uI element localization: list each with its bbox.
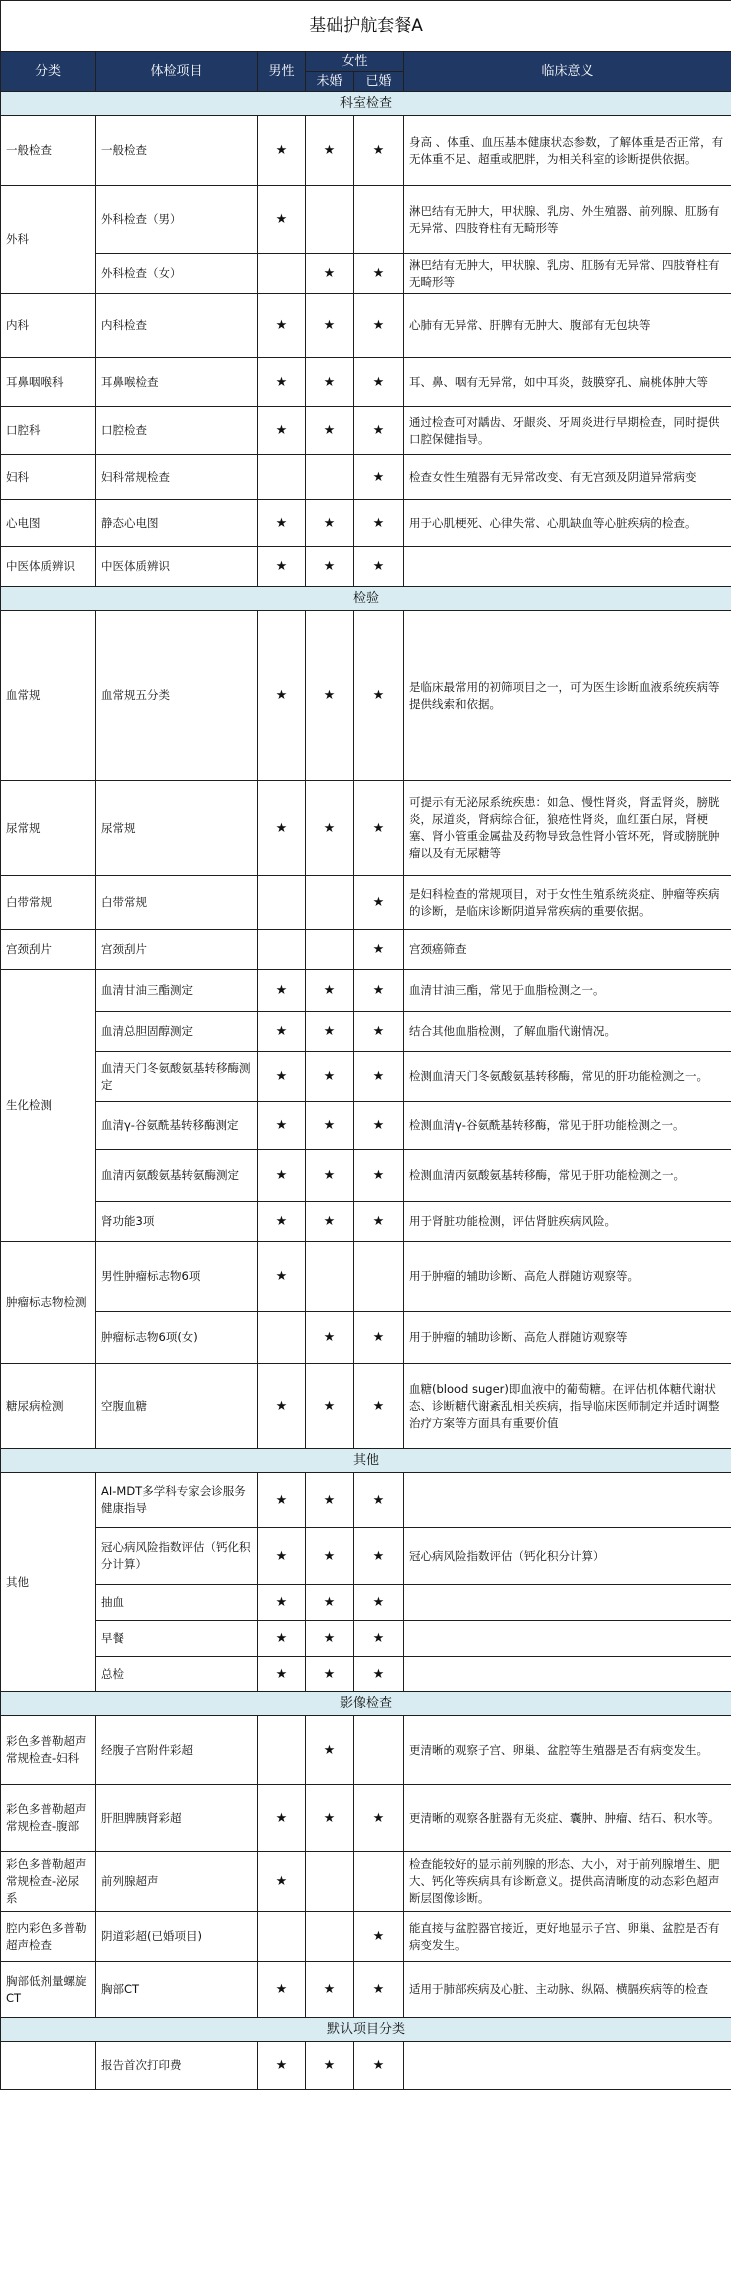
- male-mark: ★: [258, 116, 306, 186]
- unmarried-mark: ★: [306, 1102, 354, 1150]
- unmarried-mark: ★: [306, 116, 354, 186]
- table-row: [1, 116, 731, 186]
- meaning-cell: 通过检查可对龋齿、牙龈炎、牙周炎进行早期检查，同时提供口腔保健指导。: [404, 407, 731, 455]
- meaning-cell: 检查能较好的显示前列腺的形态、大小，对于前列腺增生、肥大、钙化等疾病具有诊断意义。提供高清晰度的动态彩色超声断层图像诊断。: [404, 1852, 731, 1912]
- married-mark: ★: [354, 1473, 404, 1528]
- meaning-cell: 耳、鼻、咽有无异常，如中耳炎，鼓膜穿孔、扁桃体肿大等: [404, 358, 731, 407]
- item-cell: 白带常规: [96, 876, 258, 930]
- meaning-cell: [404, 2042, 731, 2090]
- page-title: 基础护航套餐A: [1, 1, 731, 52]
- meaning-cell: 检查女性生殖器有无异常改变、有无宫颈及阴道异常病变: [404, 455, 731, 500]
- unmarried-mark: ★: [306, 1364, 354, 1449]
- male-mark: ★: [258, 1621, 306, 1657]
- header-female: 女性: [306, 52, 404, 72]
- category-cell: 肿瘤标志物检测: [1, 1242, 96, 1364]
- married-mark: ★: [354, 1912, 404, 1962]
- item-cell: 血清γ-谷氨酰基转移酶测定: [96, 1102, 258, 1150]
- table-row: [1, 254, 731, 294]
- item-cell: 静态心电图: [96, 500, 258, 547]
- male-mark: ★: [258, 1785, 306, 1852]
- section-header: 科室检查: [1, 92, 731, 116]
- male-mark: ★: [258, 2042, 306, 2090]
- male-mark: [258, 1312, 306, 1364]
- meaning-cell: [404, 1585, 731, 1621]
- unmarried-mark: ★: [306, 1052, 354, 1102]
- table-row: [1, 1012, 731, 1052]
- table-row: [1, 500, 731, 547]
- male-mark: ★: [258, 500, 306, 547]
- meaning-cell: 心肺有无异常、肝脾有无肿大、腹部有无包块等: [404, 294, 731, 358]
- unmarried-mark: ★: [306, 781, 354, 876]
- category-cell: 糖尿病检测: [1, 1364, 96, 1449]
- male-mark: ★: [258, 407, 306, 455]
- married-mark: ★: [354, 1585, 404, 1621]
- item-cell: 外科检查（女）: [96, 254, 258, 294]
- male-mark: ★: [258, 1012, 306, 1052]
- male-mark: ★: [258, 1202, 306, 1242]
- unmarried-mark: [306, 1242, 354, 1312]
- unmarried-mark: ★: [306, 547, 354, 587]
- category-cell: 彩色多普勒超声常规检查-腹部: [1, 1785, 96, 1852]
- table-row: [1, 1716, 731, 1785]
- married-mark: ★: [354, 970, 404, 1012]
- meaning-cell: 用于肿瘤的辅助诊断、高危人群随访观察等。: [404, 1242, 731, 1312]
- category-cell: 彩色多普勒超声常规检查-妇科: [1, 1716, 96, 1785]
- item-cell: 男性肿瘤标志物6项: [96, 1242, 258, 1312]
- married-mark: ★: [354, 876, 404, 930]
- male-mark: ★: [258, 294, 306, 358]
- unmarried-mark: ★: [306, 2042, 354, 2090]
- married-mark: ★: [354, 547, 404, 587]
- married-mark: ★: [354, 1150, 404, 1202]
- married-mark: [354, 1852, 404, 1912]
- male-mark: [258, 876, 306, 930]
- married-mark: [354, 1242, 404, 1312]
- item-cell: 早餐: [96, 1621, 258, 1657]
- meaning-cell: 用于肾脏功能检测，评估肾脏疾病风险。: [404, 1202, 731, 1242]
- married-mark: ★: [354, 294, 404, 358]
- table-row: [1, 455, 731, 500]
- married-mark: ★: [354, 1012, 404, 1052]
- male-mark: ★: [258, 1052, 306, 1102]
- item-cell: AI-MDT多学科专家会诊服务健康指导: [96, 1473, 258, 1528]
- table-row: [1, 1528, 731, 1585]
- male-mark: [258, 1912, 306, 1962]
- category-cell: 心电图: [1, 500, 96, 547]
- category-cell: [1, 2042, 96, 2090]
- section-header: 其他: [1, 1449, 731, 1473]
- meaning-cell: 检测血清丙氨酸氨基转移酶，常见于肝功能检测之一。: [404, 1150, 731, 1202]
- male-mark: [258, 254, 306, 294]
- unmarried-mark: ★: [306, 1012, 354, 1052]
- married-mark: ★: [354, 1621, 404, 1657]
- unmarried-mark: ★: [306, 1150, 354, 1202]
- unmarried-mark: [306, 186, 354, 254]
- unmarried-mark: ★: [306, 407, 354, 455]
- male-mark: ★: [258, 611, 306, 781]
- unmarried-mark: ★: [306, 970, 354, 1012]
- meaning-cell: 血清甘油三酯，常见于血脂检测之一。: [404, 970, 731, 1012]
- item-cell: 前列腺超声: [96, 1852, 258, 1912]
- meaning-cell: 适用于肺部疾病及心脏、主动脉、纵隔、横膈疾病等的检查: [404, 1962, 731, 2018]
- unmarried-mark: [306, 876, 354, 930]
- male-mark: ★: [258, 1528, 306, 1585]
- male-mark: [258, 1716, 306, 1785]
- table-row: [1, 1962, 731, 2018]
- unmarried-mark: ★: [306, 294, 354, 358]
- table-row: [1, 1912, 731, 1962]
- married-mark: ★: [354, 930, 404, 970]
- married-mark: ★: [354, 254, 404, 294]
- table-row: [1, 1473, 731, 1528]
- section-row: [1, 1449, 731, 1473]
- header-row: [1, 52, 731, 72]
- unmarried-mark: ★: [306, 358, 354, 407]
- category-cell: 宫颈刮片: [1, 930, 96, 970]
- meaning-cell: 能直接与盆腔器官接近，更好地显示子宫、卵巢、盆腔是否有病变发生。: [404, 1912, 731, 1962]
- item-cell: 血常规五分类: [96, 611, 258, 781]
- meaning-cell: 是临床最常用的初筛项目之一，可为医生诊断血液系统疾病等提供线索和依据。: [404, 611, 731, 781]
- married-mark: ★: [354, 1202, 404, 1242]
- section-row: [1, 1692, 731, 1716]
- married-mark: ★: [354, 455, 404, 500]
- item-cell: 耳鼻喉检查: [96, 358, 258, 407]
- married-mark: ★: [354, 781, 404, 876]
- meaning-cell: 检测血清天门冬氨酸氨基转移酶，常见的肝功能检测之一。: [404, 1052, 731, 1102]
- section-header: 检验: [1, 587, 731, 611]
- table-row: [1, 1202, 731, 1242]
- table-row: [1, 1052, 731, 1102]
- table-row: [1, 1621, 731, 1657]
- male-mark: ★: [258, 970, 306, 1012]
- item-cell: 外科检查（男）: [96, 186, 258, 254]
- table-row: [1, 1150, 731, 1202]
- item-cell: 中医体质辨识: [96, 547, 258, 587]
- table-row: [1, 294, 731, 358]
- married-mark: ★: [354, 1657, 404, 1692]
- unmarried-mark: ★: [306, 1585, 354, 1621]
- meaning-cell: 更清晰的观察子宫、卵巢、盆腔等生殖器是否有病变发生。: [404, 1716, 731, 1785]
- married-mark: ★: [354, 358, 404, 407]
- unmarried-mark: ★: [306, 1657, 354, 1692]
- category-cell: 其他: [1, 1473, 96, 1692]
- section-row: [1, 2018, 731, 2042]
- category-cell: 胸部低剂量螺旋CT: [1, 1962, 96, 2018]
- meaning-cell: 用于心肌梗死、心律失常、心肌缺血等心脏疾病的检查。: [404, 500, 731, 547]
- married-mark: ★: [354, 1102, 404, 1150]
- table-row: [1, 186, 731, 254]
- meaning-cell: 可提示有无泌尿系统疾患：如急、慢性肾炎，肾盂肾炎，膀胱炎，尿道炎，肾病综合征，狼疮性肾炎，血红蛋白尿，肾梗塞、肾小管重金属盐及药物导致急性肾小管坏死，肾或膀胱肿瘤以及有无尿糖等: [404, 781, 731, 876]
- meaning-cell: [404, 1621, 731, 1657]
- unmarried-mark: [306, 455, 354, 500]
- item-cell: 肿瘤标志物6项(女): [96, 1312, 258, 1364]
- male-mark: [258, 455, 306, 500]
- married-mark: [354, 186, 404, 254]
- table-row: [1, 876, 731, 930]
- table-row: [1, 407, 731, 455]
- male-mark: ★: [258, 1473, 306, 1528]
- male-mark: ★: [258, 1364, 306, 1449]
- meaning-cell: 更清晰的观察各脏器有无炎症、囊肿、肿瘤、结石、积水等。: [404, 1785, 731, 1852]
- male-mark: ★: [258, 1242, 306, 1312]
- male-mark: ★: [258, 1962, 306, 2018]
- meaning-cell: [404, 1473, 731, 1528]
- category-cell: 一般检查: [1, 116, 96, 186]
- item-cell: 阴道彩超(已婚项目): [96, 1912, 258, 1962]
- unmarried-mark: ★: [306, 1312, 354, 1364]
- header-unmarried: 未婚: [306, 72, 354, 92]
- category-cell: 生化检测: [1, 970, 96, 1242]
- meaning-cell: 冠心病风险指数评估（钙化积分计算）: [404, 1528, 731, 1585]
- item-cell: 内科检查: [96, 294, 258, 358]
- item-cell: 冠心病风险指数评估（钙化积分计算）: [96, 1528, 258, 1585]
- table-row: [1, 358, 731, 407]
- table-row: [1, 611, 731, 781]
- category-cell: 中医体质辨识: [1, 547, 96, 587]
- table-row: [1, 1312, 731, 1364]
- meaning-cell: [404, 1657, 731, 1692]
- header-married: 已婚: [354, 72, 404, 92]
- unmarried-mark: ★: [306, 1202, 354, 1242]
- married-mark: ★: [354, 500, 404, 547]
- unmarried-mark: ★: [306, 1528, 354, 1585]
- married-mark: ★: [354, 1962, 404, 2018]
- married-mark: ★: [354, 407, 404, 455]
- male-mark: ★: [258, 1102, 306, 1150]
- section-row: [1, 587, 731, 611]
- meaning-cell: 结合其他血脂检测，了解血脂代谢情况。: [404, 1012, 731, 1052]
- item-cell: 血清天门冬氨酸氨基转移酶测定: [96, 1052, 258, 1102]
- item-cell: 肾功能3项: [96, 1202, 258, 1242]
- item-cell: 肝胆脾胰肾彩超: [96, 1785, 258, 1852]
- male-mark: ★: [258, 358, 306, 407]
- category-cell: 内科: [1, 294, 96, 358]
- table-row: [1, 2042, 731, 2090]
- header-category: 分类: [1, 52, 96, 92]
- item-cell: 血清甘油三酯测定: [96, 970, 258, 1012]
- married-mark: [354, 1716, 404, 1785]
- table-row: [1, 930, 731, 970]
- item-cell: 宫颈刮片: [96, 930, 258, 970]
- unmarried-mark: [306, 930, 354, 970]
- unmarried-mark: ★: [306, 1621, 354, 1657]
- category-cell: 耳鼻咽喉科: [1, 358, 96, 407]
- meaning-cell: 血糖(blood suger)即血液中的葡萄糖。在评估机体糖代谢状态、诊断糖代谢紊乱相关疾病，指导临床医师制定并适时调整治疗方案等方面具有重要价值: [404, 1364, 731, 1449]
- header-item: 体检项目: [96, 52, 258, 92]
- category-cell: 外科: [1, 186, 96, 294]
- section-header: 默认项目分类: [1, 2018, 731, 2042]
- male-mark: ★: [258, 1657, 306, 1692]
- table-row: [1, 1852, 731, 1912]
- table-row: [1, 547, 731, 587]
- section-header: 影像检查: [1, 1692, 731, 1716]
- category-cell: 口腔科: [1, 407, 96, 455]
- table-row: [1, 1364, 731, 1449]
- male-mark: ★: [258, 1150, 306, 1202]
- meaning-cell: 身高 、体重、血压基本健康状态参数，了解体重是否正常，有无体重不足、超重或肥胖，为相关科室的诊断提供依据。: [404, 116, 731, 186]
- table-row: [1, 1657, 731, 1692]
- section-row: [1, 92, 731, 116]
- item-cell: 抽血: [96, 1585, 258, 1621]
- table-row: [1, 1242, 731, 1312]
- male-mark: ★: [258, 547, 306, 587]
- unmarried-mark: ★: [306, 1473, 354, 1528]
- item-cell: 总检: [96, 1657, 258, 1692]
- table-row: [1, 1585, 731, 1621]
- married-mark: ★: [354, 1052, 404, 1102]
- male-mark: ★: [258, 1852, 306, 1912]
- married-mark: ★: [354, 1312, 404, 1364]
- married-mark: ★: [354, 611, 404, 781]
- item-cell: 胸部CT: [96, 1962, 258, 2018]
- item-cell: 血清总胆固醇测定: [96, 1012, 258, 1052]
- title-row: [1, 1, 731, 52]
- married-mark: ★: [354, 1364, 404, 1449]
- meaning-cell: 是妇科检查的常规项目，对于女性生殖系统炎症、肿瘤等疾病的诊断，是临床诊断阴道异常疾病的重要依据。: [404, 876, 731, 930]
- unmarried-mark: ★: [306, 500, 354, 547]
- table-row: [1, 1785, 731, 1852]
- meaning-cell: 淋巴结有无肿大，甲状腺、乳房、外生殖器、前列腺、肛肠有无异常、四肢脊柱有无畸形等: [404, 186, 731, 254]
- meaning-cell: 淋巴结有无肿大，甲状腺、乳房、肛肠有无异常、四肢脊柱有无畸形等: [404, 254, 731, 294]
- meaning-cell: 检测血清γ-谷氨酰基转移酶，常见于肝功能检测之一。: [404, 1102, 731, 1150]
- married-mark: ★: [354, 116, 404, 186]
- item-cell: 尿常规: [96, 781, 258, 876]
- item-cell: 空腹血糖: [96, 1364, 258, 1449]
- married-mark: ★: [354, 1528, 404, 1585]
- item-cell: 报告首次打印费: [96, 2042, 258, 2090]
- table-row: [1, 1102, 731, 1150]
- category-cell: 白带常规: [1, 876, 96, 930]
- meaning-cell: 宫颈癌筛查: [404, 930, 731, 970]
- unmarried-mark: ★: [306, 1716, 354, 1785]
- header-male: 男性: [258, 52, 306, 92]
- category-cell: 尿常规: [1, 781, 96, 876]
- category-cell: 血常规: [1, 611, 96, 781]
- married-mark: ★: [354, 2042, 404, 2090]
- meaning-cell: [404, 547, 731, 587]
- married-mark: ★: [354, 1785, 404, 1852]
- unmarried-mark: ★: [306, 1785, 354, 1852]
- male-mark: [258, 930, 306, 970]
- item-cell: 口腔检查: [96, 407, 258, 455]
- table-row: [1, 781, 731, 876]
- unmarried-mark: ★: [306, 611, 354, 781]
- category-cell: 腔内彩色多普勒超声检查: [1, 1912, 96, 1962]
- category-cell: 彩色多普勒超声常规检查-泌尿系: [1, 1852, 96, 1912]
- unmarried-mark: ★: [306, 1962, 354, 2018]
- unmarried-mark: [306, 1852, 354, 1912]
- male-mark: ★: [258, 781, 306, 876]
- table-body: [1, 92, 731, 2090]
- item-cell: 血清丙氨酸氨基转氨酶测定: [96, 1150, 258, 1202]
- item-cell: 妇科常规检查: [96, 455, 258, 500]
- item-cell: 一般检查: [96, 116, 258, 186]
- meaning-cell: 用于肿瘤的辅助诊断、高危人群随访观察等: [404, 1312, 731, 1364]
- table-row: [1, 970, 731, 1012]
- header-meaning: 临床意义: [404, 52, 731, 92]
- unmarried-mark: ★: [306, 254, 354, 294]
- category-cell: 妇科: [1, 455, 96, 500]
- male-mark: ★: [258, 1585, 306, 1621]
- item-cell: 经腹子宫附件彩超: [96, 1716, 258, 1785]
- male-mark: ★: [258, 186, 306, 254]
- unmarried-mark: [306, 1912, 354, 1962]
